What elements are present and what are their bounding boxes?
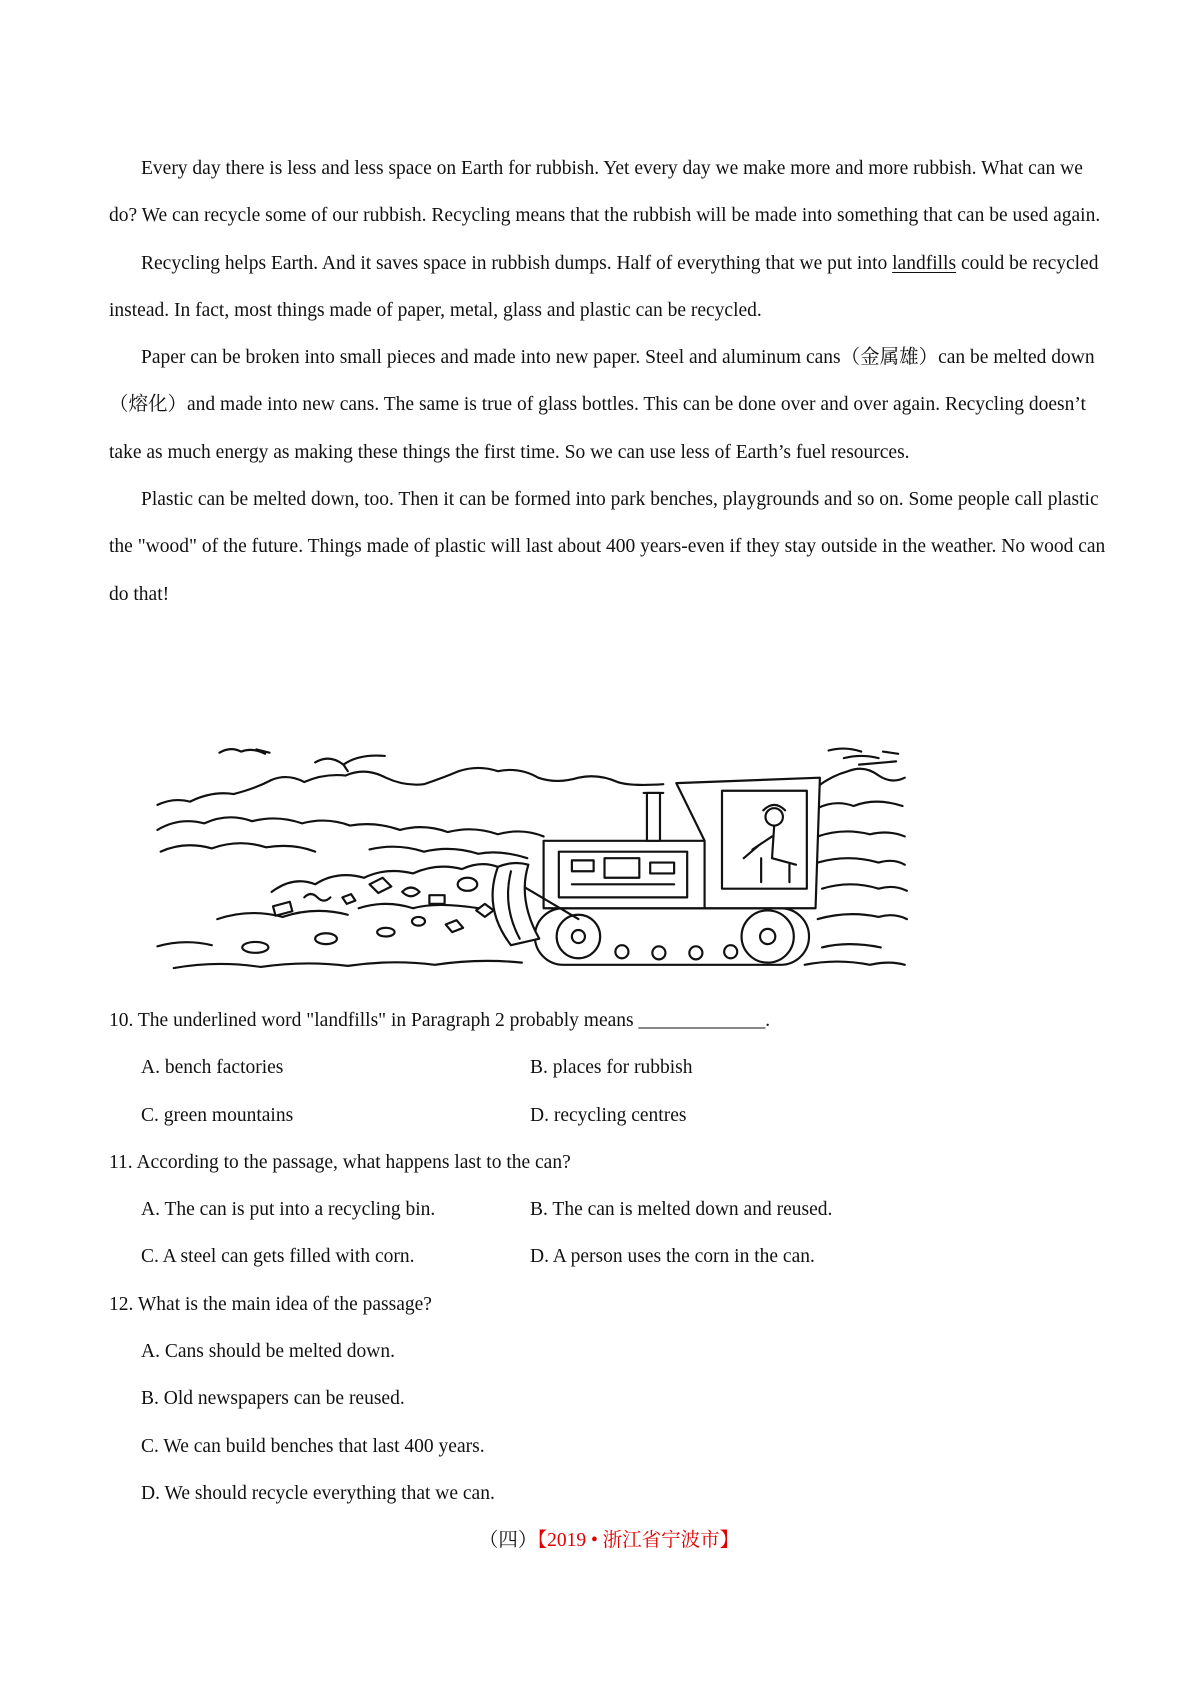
question-11-options-row-2: [109, 1233, 1109, 1280]
paragraph-2-text-after: could be recycled instead. In fact, most things made of paper, metal, glass and plastic can be recycled.: [109, 252, 1099, 321]
question-12-option-c: C. We can build benches that last 400 years.: [141, 1435, 485, 1457]
question-10-option-c: C. green mountains: [141, 1104, 294, 1126]
drive-wheel: [742, 910, 794, 962]
bulldozer-illustration: [152, 745, 908, 979]
paragraph-2: [109, 240, 1109, 335]
question-10-options-row-2: [109, 1092, 1109, 1139]
question-11-option-c: C. A steel can gets filled with corn.: [141, 1246, 415, 1268]
questions-section: [109, 997, 1109, 1565]
question-10-stem: 10. The underlined word "landfills" in Paragraph 2 probably means _____________.: [109, 1010, 771, 1031]
footer-source: 【2019 • 浙江省宁波市】: [537, 1530, 740, 1552]
question-12-option-b: B. Old newspapers can be reused.: [141, 1388, 405, 1410]
reading-passage: [109, 145, 1109, 618]
question-10-option-b: B. places for rubbish: [530, 1057, 693, 1079]
underlined-word: landfills: [892, 252, 957, 274]
paragraph-2-text-before: Recycling helps Earth. And it saves space in rubbish dumps. Half of everything that we put into: [141, 252, 893, 274]
footer-number: （四）: [478, 1530, 538, 1552]
question-12-option-a: A. Cans should be melted down.: [141, 1341, 396, 1363]
question-12-option-d: D. We should recycle everything that we can.: [141, 1482, 495, 1504]
question-10-options-row-1: [109, 1044, 1109, 1091]
birds: [219, 749, 898, 772]
question-12-stem: 12. What is the main idea of the passage?: [109, 1293, 432, 1315]
illustration: [152, 745, 908, 979]
question-10-option-d: D. recycling centres: [530, 1104, 687, 1126]
rear-wheel: [557, 915, 601, 959]
question-11-option-d: D. A person uses the corn in the can.: [530, 1246, 815, 1268]
question-11-option-b: B. The can is melted down and reused.: [530, 1199, 833, 1221]
paragraph-3: Paper can be broken into small pieces and made into new paper. Steel and aluminum cans（金属雄）can be melted down（熔化）and made into new cans. The same is true of glass bottles. This can be done over and over again. Recycling doesn’t take as much energy as making these things the first time. So we can use less of Earth’s fuel resources.: [109, 347, 1095, 463]
exhaust-pipe: [647, 793, 660, 841]
rubbish-pile: [217, 864, 498, 953]
section-footer: [109, 1517, 1109, 1564]
question-11-options-row-1: [109, 1186, 1109, 1233]
question-11-option-a: A. The can is put into a recycling bin.: [141, 1199, 436, 1221]
bulldozer: [493, 778, 820, 965]
paragraph-4: Plastic can be melted down, too. Then it can be formed into park benches, playgrounds and so on. Some people call plastic the "wood" of the future. Things made of plastic will last about 400 years-even if they stay outside in the weather. No wood can do that!: [109, 489, 1106, 605]
question-10-option-a: A. bench factories: [141, 1057, 284, 1079]
question-11-stem: 11. According to the passage, what happens last to the can?: [109, 1151, 571, 1173]
paragraph-1: Every day there is less and less space on Earth for rubbish. Yet every day we make more and more rubbish. What can we do? We can recycle some of our rubbish. Recycling means that the rubbish will be made into something that can be used again.: [109, 158, 1101, 227]
